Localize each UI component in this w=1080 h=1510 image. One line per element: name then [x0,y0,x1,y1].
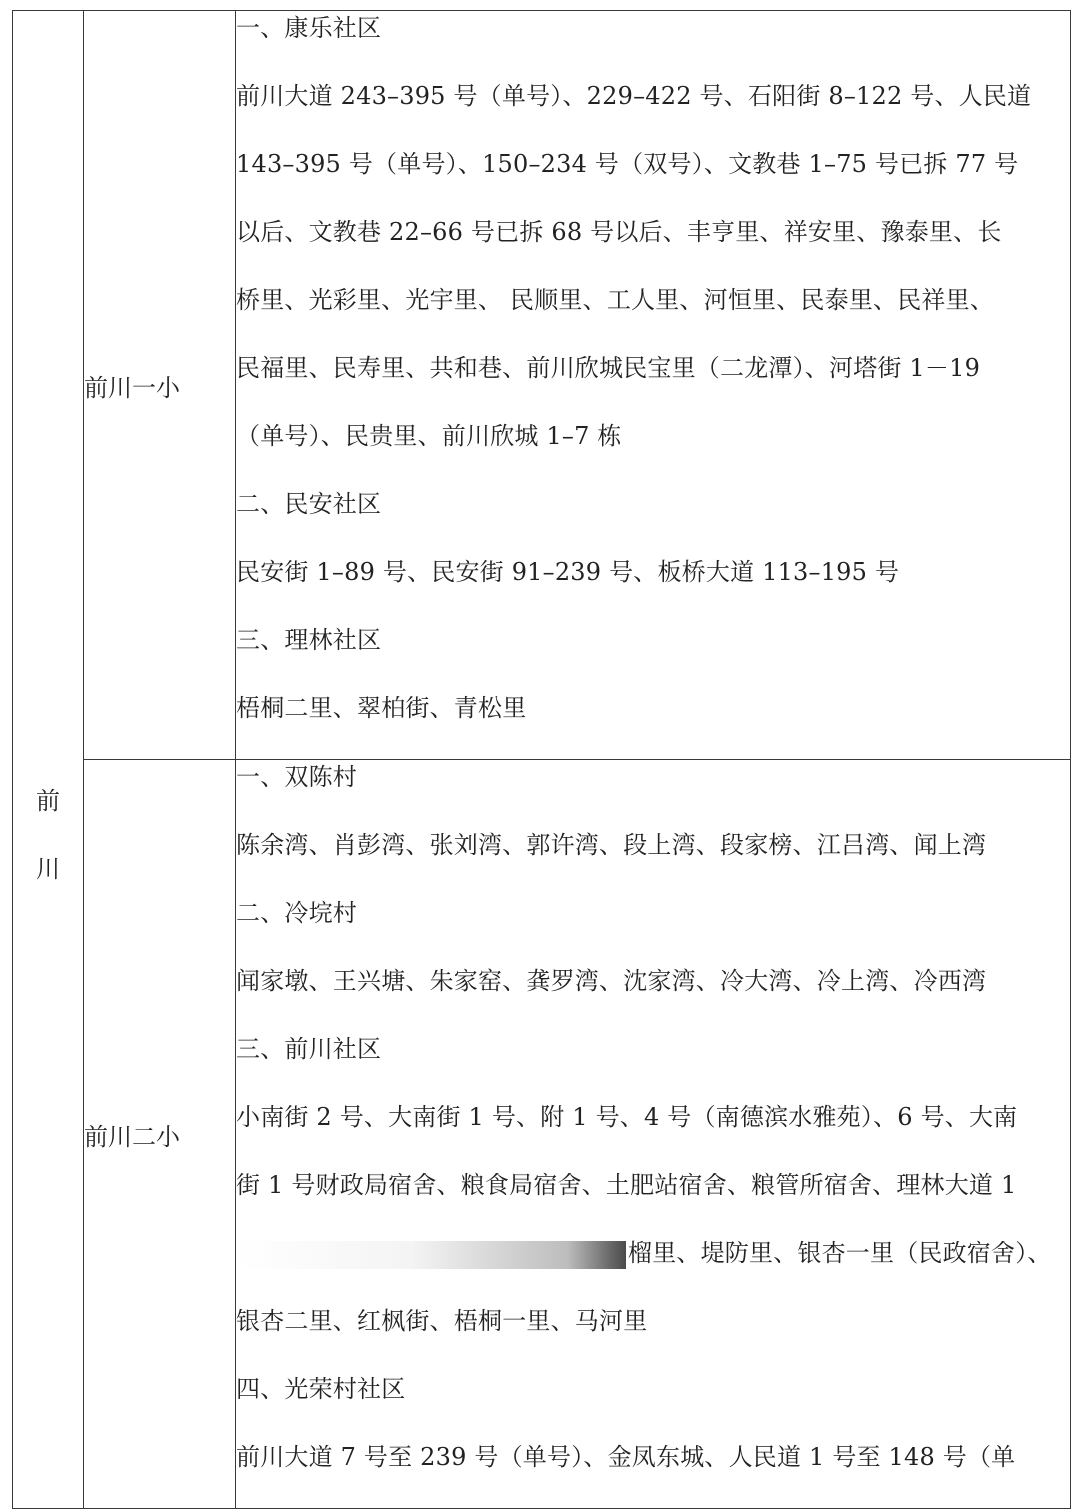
area-text-line: 前川大道 7 号至 239 号（单号）、金凤东城、人民道 1 号至 148 号（单 [236,1443,1016,1471]
area-text-fragment: 榴里、堤防里、银杏一里（民政宿舍）、 [628,1239,1052,1267]
area-heading: 二、冷垸村 [236,899,357,927]
town-name-char: 前 [36,786,60,815]
area-heading: 四、光荣村社区 [236,1375,406,1403]
area-text-line: 桥里、光彩里、光宇里、 民顺里、工人里、河恒里、民泰里、民祥里、 [236,286,995,314]
area-heading: 一、双陈村 [236,763,357,791]
area-text-line: 以后、文教巷 22–66 号已拆 68 号以后、丰亨里、祥安里、豫泰里、长 [236,218,1002,246]
area-text-line: 闻家墩、王兴塘、朱家窑、龚罗湾、沈家湾、冷大湾、冷上湾、冷西湾 [236,967,987,995]
area-heading: 三、前川社区 [236,1035,382,1063]
town-name [36,617,60,903]
school-name: 前川一小 [84,373,180,402]
area-text-line: 民福里、民寿里、共和巷、前川欣城民宝里（二龙潭）、河塔街 1－19 [236,354,981,382]
area-text-line: 小南街 2 号、大南街 1 号、附 1 号、4 号（南德滨水雅苑）、6 号、大南 [236,1103,1018,1131]
school-name: 前川二小 [84,1122,180,1151]
catchment-areas-cell [236,11,1071,760]
area-text-line: 银杏二里、红枫街、梧桐一里、马河里 [236,1307,648,1335]
area-text-line: 街 1 号财政局宿舍、粮食局宿舍、土肥站宿舍、粮管所宿舍、理林大道 1 [236,1171,1017,1199]
area-text-line-redacted [236,1236,1070,1270]
area-heading: 一、康乐社区 [236,14,382,42]
redaction-blur [236,1241,626,1269]
catchment-areas-cell [236,760,1071,1509]
town-cell [13,11,84,1509]
area-heading: 二、民安社区 [236,490,382,518]
area-heading: 三、理林社区 [236,626,382,654]
school-name-cell [84,760,236,1509]
area-text-line: （单号）、民贵里、前川欣城 1–7 栋 [236,422,622,450]
school-zone-table [12,10,1071,1509]
town-name-char: 川 [36,854,60,883]
area-text-line: 梧桐二里、翠柏街、青松里 [236,694,527,722]
area-text-line: 陈余湾、肖彭湾、张刘湾、郭许湾、段上湾、段家榜、江吕湾、闻上湾 [236,831,987,859]
area-text-line: 143–395 号（单号）、150–234 号（双号）、文教巷 1–75 号已拆 77 号 [236,150,1019,178]
table-row [13,760,1071,1509]
table-row [13,11,1071,760]
school-name-cell [84,11,236,760]
area-text-line: 前川大道 243–395 号（单号）、229–422 号、石阳街 8–122 号、人民道 [236,82,1032,110]
area-text-line: 民安街 1–89 号、民安街 91–239 号、板桥大道 113–195 号 [236,558,900,586]
